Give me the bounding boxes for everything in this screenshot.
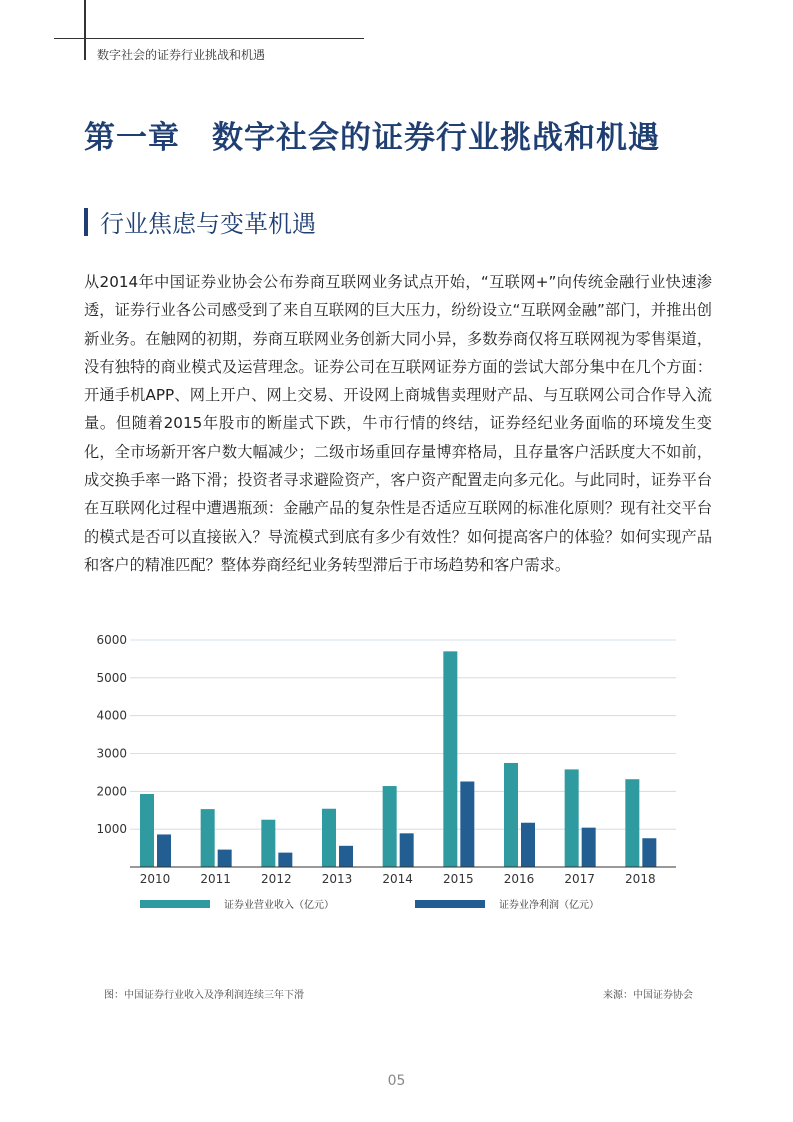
bar-profit-2012 <box>278 853 292 867</box>
bar-chart <box>90 625 690 925</box>
y-tick-label: 6000 <box>96 633 127 647</box>
chapter-title: 第一章 数字社会的证券行业挑战和机遇 <box>84 120 660 156</box>
x-tick-label: 2012 <box>261 872 292 886</box>
bar-revenue-2013 <box>322 809 336 867</box>
y-tick-label: 2000 <box>96 784 127 799</box>
bar-profit-2011 <box>218 850 232 867</box>
x-tick-label: 2014 <box>382 872 413 886</box>
bar-revenue-2014 <box>383 786 397 867</box>
x-tick-label: 2015 <box>443 872 474 886</box>
chart-y-ticks <box>96 633 127 836</box>
x-tick-label: 2017 <box>564 872 595 886</box>
bar-revenue-2015 <box>443 651 457 867</box>
header-horizontal-rule <box>54 38 364 39</box>
chart-x-ticks <box>140 872 656 886</box>
legend-swatch <box>140 900 210 908</box>
y-tick-label: 5000 <box>96 670 127 685</box>
y-tick-label: 1000 <box>96 822 127 837</box>
chart-legend <box>140 898 599 911</box>
bar-revenue-2016 <box>504 763 518 867</box>
bar-profit-2010 <box>157 834 171 867</box>
x-tick-label: 2013 <box>321 872 353 886</box>
bar-revenue-2011 <box>201 809 215 867</box>
bar-profit-2014 <box>400 833 414 867</box>
page-number: 05 <box>387 1073 406 1089</box>
running-header: 数字社会的证券行业挑战和机遇 <box>97 48 266 62</box>
x-tick-label: 2011 <box>200 872 231 886</box>
bar-profit-2017 <box>582 828 596 867</box>
bar-profit-2015 <box>460 781 474 867</box>
bar-revenue-2010 <box>140 794 154 867</box>
chart-bars <box>140 651 656 867</box>
bar-revenue-2017 <box>565 769 579 867</box>
legend-label: 证券业营业收入（亿元） <box>224 900 334 911</box>
bar-revenue-2018 <box>625 779 639 867</box>
section-accent-bar <box>84 208 88 236</box>
x-tick-label: 2010 <box>139 872 171 886</box>
bar-profit-2016 <box>521 823 535 867</box>
section-title: 行业焦虑与变革机遇 <box>100 210 316 238</box>
bar-revenue-2012 <box>261 820 275 867</box>
legend-label: 证券业净利润（亿元） <box>499 900 599 911</box>
bar-profit-2013 <box>339 846 353 867</box>
figure-source: 来源：中国证券协会 <box>603 990 693 1001</box>
chart-gridlines <box>130 640 676 829</box>
section-heading <box>84 204 316 239</box>
legend-swatch <box>415 900 485 908</box>
x-tick-label: 2018 <box>625 872 656 886</box>
y-tick-label: 3000 <box>96 746 127 761</box>
figure-caption: 图：中国证券行业收入及净利润连续三年下滑 <box>104 990 304 1001</box>
bar-profit-2018 <box>642 838 656 867</box>
x-tick-label: 2016 <box>503 872 535 886</box>
header-vertical-rule <box>84 0 86 60</box>
body-paragraph: 从2014年中国证券业协会公布券商互联网业务试点开始，“互联网+”向传统金融行业快速渗透，证券行业各公司感受到了来自互联网的巨大压力，纷纷设立“互联网金融”部门，并推出创新业务。在触网的初期，券商互联网业务创新大同小异，多数券商仅将互联网视为零售渠道，没有独特的商业模式及运营理念。证券公司在互联网证券方面的尝试大部分集中在几个方面：开通手机APP、网上开户、网上交易、开设网上商城售卖理财产品、与互联网公司合作导入流量。但随着2015年股市的断崖式下跌，牛市行情的终结，证券经纪业务面临的环境发生变化，全市场新开客户数大幅减少；二级市场重回存量博弈格局，且存量客户活跃度大不如前，成交换手率一路下滑；投资者寻求避险资产，客户资产配置走向多元化。与此同时，证券平台在互联网化过程中遭遇瓶颈：金融产品的复杂性是否适应互联网的标准化原则？现有社交平台的模式是否可以直接嵌入？导流模式到底有多少有效性？如何提高客户的体验？如何实现产品和客户的精准匹配？整体券商经纪业务转型滞后于市场趋势和客户需求。 <box>84 273 712 574</box>
y-tick-label: 4000 <box>96 708 127 723</box>
